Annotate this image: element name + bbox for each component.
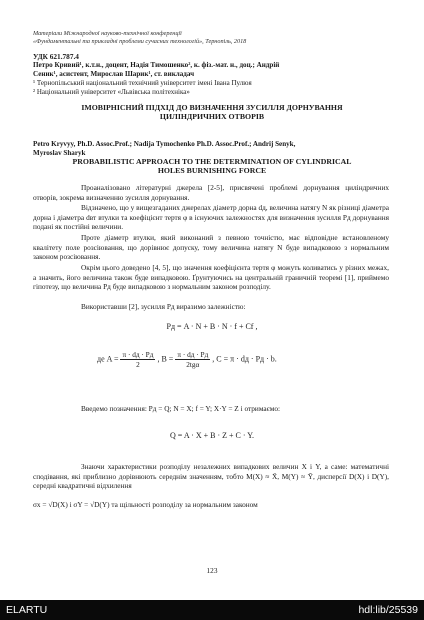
footer-repository-name: ELARTU: [6, 604, 48, 616]
eq2-fraction-a: [120, 350, 155, 369]
equation-1: Pд = A · N + B · N · f + Cf ,: [166, 322, 258, 331]
paragraph-7: Знаючи характеристики розподілу незалежних випадкових величин X і Y, а саме: математичні сподівання, які приблизно дорівнюють середнім значенням, тобто M(X) ≈ X̄, M(Y) ≈ Ȳ, дисперсії D(X) і D(Y), середні квадратичні відхилення: [33, 462, 389, 491]
title-ua-line2: ЦИЛІНДРИЧНИХ ОТВОРІВ: [159, 112, 265, 121]
authors-en-line1: Petro Kryvyy, Ph.D. Assoc.Prof.; Nadija Tymochenko Ph.D. Assoc.Prof.; Andrij Senyk,: [33, 140, 296, 148]
equation-2: [97, 350, 277, 369]
paragraph-6: Введемо позначення: Pд = Q; N = X; f = Y; X·Y = Z і отримаємо:: [81, 404, 281, 413]
eq2-a-numerator: π · dд · Pд: [122, 350, 154, 359]
authors-ua-line2: Сеник¹, асистент, Мирослав Шарик¹, ст. викладач: [33, 70, 195, 78]
equation-3: Q = A · X + B · Z + C · Y.: [170, 431, 254, 440]
paragraph-1: Проаналізовано літературні джерела [2-5], присвячені проблемі дорнування циліндричних отворів, зокрема визначенню зусилля дорнування.: [33, 183, 389, 202]
affiliation-1: ¹ Тернопільський національний технічний університет імені Івана Пулюя: [33, 79, 252, 87]
title-en-line2: HOLES BURNISHING FORCE: [157, 166, 267, 175]
eq2-b-denominator: 2tgα: [186, 360, 200, 369]
paragraph-3: Проте діаметр втулки, який виконаний з певною точністю, має відповідне встановленому квалітету поле розсіювання, що дорівнює допуску, тому величина натягу N буде випадковою з нормальним законом розсіювання.: [33, 233, 389, 262]
authors-en-line2: Myroslav Sharyk: [33, 149, 86, 157]
udc-code: УДК 621.787.4: [33, 52, 79, 61]
eq2-b-numerator: π · dд · Pд: [177, 350, 209, 359]
paragraph-4: Окрім цього доведено [4, 5], що значення коефіцієнта тертя φ можуть коливатись у різних межах, а значить, його величина також буде випадковою. Ґрунтуючись на центральній граничній теоремі [1], приймемо гіпотезу, що величина Pд буде випадковою з нормальним законом розподілу.: [33, 263, 389, 292]
footer-handle: hdl:lib/25539: [358, 604, 418, 616]
eq2-prefix: де A =: [97, 354, 119, 364]
authors-ua-line1: Петро Кривий¹, к.т.н., доцент, Надія Тимошенко², к. фіз.-мат. н., доц.; Андрій: [33, 61, 280, 69]
eq2-b-prefix: , B =: [157, 354, 174, 364]
title-en-line1: PROBABILISTIC APPROACH TO THE DETERMINATION OF CYLINDRICAL: [72, 157, 352, 166]
eq2-a-denominator: 2: [136, 360, 140, 369]
eq2-fraction-b: [175, 350, 210, 369]
page-number: 123: [206, 566, 218, 575]
paragraph-7-last-line: σx = √D(X) і σY = √D(Y) та щільності розподілу за нормальним законом: [33, 500, 258, 509]
paragraph-2: Відзначено, що у вищезгаданих джерелах діаметр дорна dд, величина натягу N як різниці діаметра дорна і діаметра dвт втулки та коефіцієнт тертя φ в існуючих залежностях для визначення зусилля Pд дорнування подані як постійні величини.: [33, 203, 390, 232]
eq2-c-part: , C = π · dд · Pд · b.: [212, 354, 277, 364]
conference-header-line1: Матеріали Міжнародної науково-технічної конференції: [33, 30, 182, 37]
conference-header-line2: «Фундаментальні та прикладні проблеми сучасних технологій», Тернопіль, 2018: [33, 38, 247, 45]
title-ua-line1: ІМОВІРНІСНИЙ ПІДХІД ДО ВИЗНАЧЕННЯ ЗУСИЛЛЯ ДОРНУВАННЯ: [81, 103, 343, 112]
affiliation-2: ² Національний університет «Львівська політехніка»: [33, 88, 190, 96]
paragraph-5: Використавши [2], зусилля Pд виразимо залежністю:: [81, 302, 246, 311]
repository-footer-bar: [0, 600, 424, 620]
